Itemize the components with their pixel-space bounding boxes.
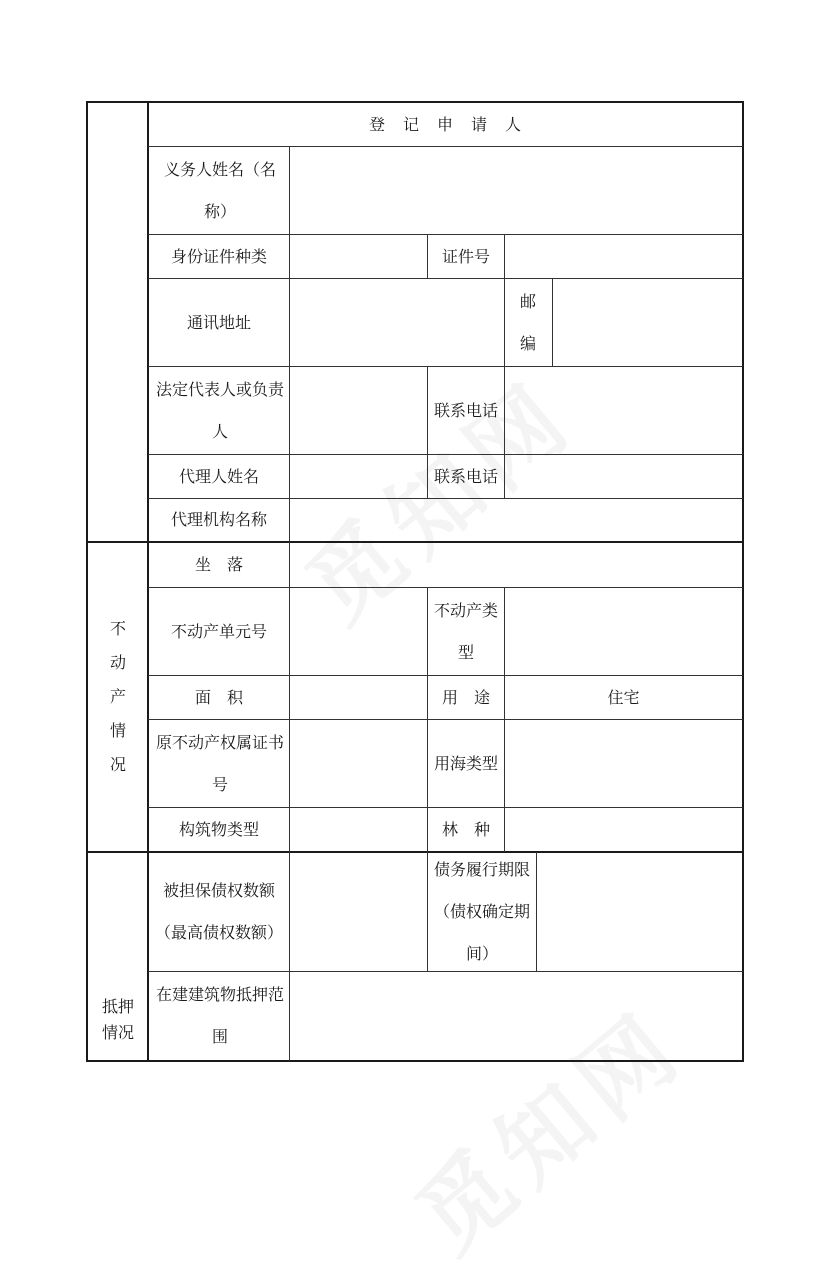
sea-use-type-label: 用海类型: [433, 753, 498, 773]
border-right: [742, 101, 744, 1062]
id-type-field[interactable]: [290, 235, 427, 278]
agent-name-label: 代理人姓名: [178, 466, 259, 486]
phone-field-2[interactable]: [505, 455, 742, 498]
address-label: 通讯地址: [186, 312, 251, 332]
forest-type-field[interactable]: [505, 808, 742, 851]
debt-term-label: 债务履行期限（债权确定期间）: [433, 860, 530, 963]
postcode-field[interactable]: [553, 279, 742, 366]
area-label: 面 积: [194, 687, 243, 707]
forest-type-label: 林 种: [441, 819, 490, 839]
location-field[interactable]: [290, 543, 742, 587]
id-number-label: 证件号: [441, 246, 490, 266]
location-label: 坐 落: [194, 555, 243, 574]
unit-number-label: 不动产单元号: [170, 621, 267, 641]
original-cert-label: 原不动产权属证书号: [155, 732, 284, 794]
id-number-field[interactable]: [505, 235, 742, 278]
agency-name-label: 代理机构名称: [170, 510, 267, 529]
property-type-label: 不动产类型: [433, 600, 498, 662]
legal-rep-field[interactable]: [290, 367, 427, 454]
usage-value[interactable]: 住宅: [607, 687, 640, 707]
border-bottom: [86, 1060, 744, 1062]
address-field[interactable]: [290, 279, 504, 366]
unit-number-field[interactable]: [290, 588, 427, 675]
construction-scope-label: 在建建筑物抵押范围: [155, 985, 284, 1046]
phone-field-1[interactable]: [505, 367, 742, 454]
secured-amount-label: 被担保债权数额（最高债权数额）: [155, 881, 284, 942]
property-section-title: 不动产情况: [109, 619, 126, 774]
phone-label-1: 联系电话: [433, 400, 498, 420]
col-line-postcode-a: [504, 278, 505, 366]
agent-name-field[interactable]: [290, 455, 427, 498]
construction-scope-field[interactable]: [290, 972, 742, 1060]
structure-type-label: 构筑物类型: [178, 819, 259, 839]
border-left: [86, 101, 88, 1062]
agency-name-field[interactable]: [290, 499, 742, 541]
debt-term-field[interactable]: [537, 853, 742, 971]
mortgage-section-title: 抵押情况: [101, 997, 134, 1042]
structure-type-field[interactable]: [290, 808, 427, 851]
postcode-label: 邮编: [519, 291, 536, 353]
phone-label-2: 联系电话: [433, 466, 498, 486]
obligor-name-label: 义务人姓名（名称）: [163, 159, 276, 221]
applicant-section-title: 登记申请人: [368, 114, 539, 134]
obligor-name-field[interactable]: [290, 147, 742, 234]
original-cert-field[interactable]: [290, 720, 427, 807]
property-type-field[interactable]: [505, 588, 742, 675]
id-type-label: 身份证件种类: [170, 246, 267, 266]
area-field[interactable]: [290, 676, 427, 719]
legal-rep-label: 法定代表人或负责人: [155, 379, 284, 441]
secured-amount-field[interactable]: [290, 853, 427, 971]
sea-use-type-field[interactable]: [505, 720, 742, 807]
col-line-debt-a: [427, 852, 428, 972]
usage-label: 用 途: [441, 687, 490, 707]
